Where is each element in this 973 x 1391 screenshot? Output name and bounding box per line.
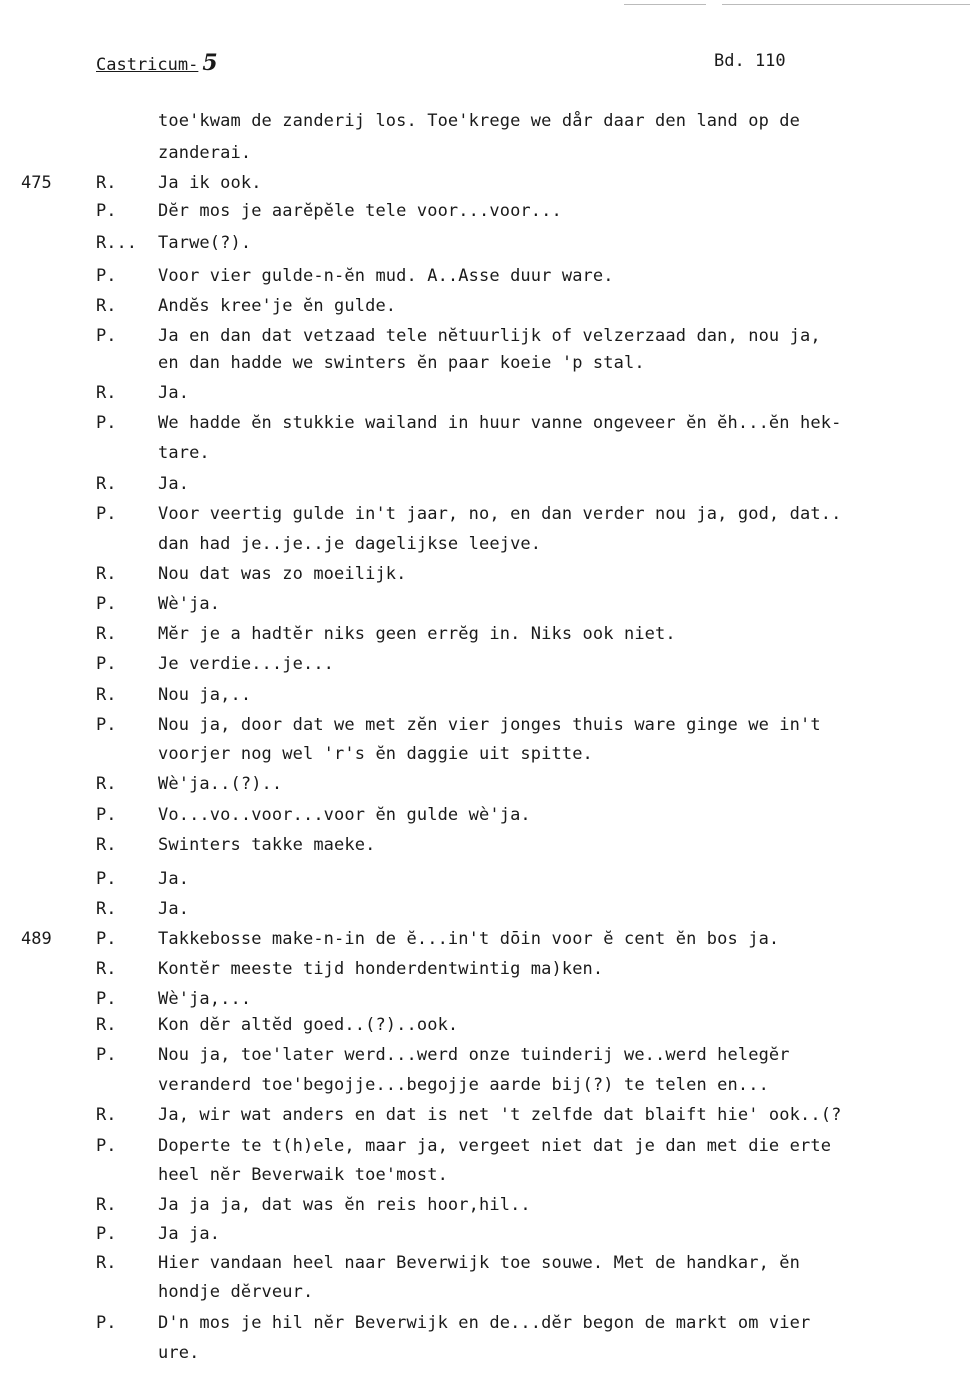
utterance-text: Nou ja, door dat we met zĕn vier jonges thuis ware ginge we in't <box>158 715 821 735</box>
speaker-label: R. <box>96 685 117 705</box>
speaker-label: P. <box>96 805 117 825</box>
transcript-line <box>0 1105 973 1129</box>
page-marker: 5 <box>202 50 218 76</box>
speaker-label: P. <box>96 326 117 346</box>
transcript-line <box>0 326 973 350</box>
utterance-text: Wè'ja..(?).. <box>158 774 283 794</box>
speaker-label: P. <box>96 594 117 614</box>
transcript-line <box>0 1045 973 1069</box>
transcript-line <box>0 594 973 618</box>
volume-label: Bd. 110 <box>714 51 786 71</box>
utterance-text: Ja ja ja, dat was ĕn reis hoor,hil.. <box>158 1195 531 1215</box>
utterance-text: We hadde ĕn stukkie wailand in huur vanne ongeveer ĕn ĕh...ĕn hek- <box>158 413 842 433</box>
transcript-line <box>0 989 973 1013</box>
transcript-line <box>0 685 973 709</box>
transcript-line <box>0 173 973 197</box>
transcript-line <box>0 504 973 528</box>
transcript-line <box>0 654 973 678</box>
speaker-label: R. <box>96 624 117 644</box>
utterance-text: Dĕr mos je aarĕpĕle tele voor...voor... <box>158 201 562 221</box>
transcript-line <box>0 869 973 893</box>
transcript-line <box>0 413 973 437</box>
transcript-line <box>0 296 973 320</box>
utterance-text: tare. <box>158 443 210 463</box>
transcript-line <box>0 443 973 467</box>
utterance-text: Hier vandaan heel naar Beverwijk toe souwe. Met de handkar, ĕn <box>158 1253 801 1273</box>
utterance-text: veranderd toe'begojje...begojje aarde bij(?) te telen en... <box>158 1075 769 1095</box>
transcript-line <box>0 564 973 588</box>
utterance-text: Ja. <box>158 899 190 919</box>
speaker-label: P. <box>96 929 117 949</box>
utterance-text: Ja. <box>158 869 190 889</box>
speaker-label: P. <box>96 654 117 674</box>
transcript-line <box>0 929 973 953</box>
speaker-label: R. <box>96 173 117 193</box>
speaker-label: P. <box>96 715 117 735</box>
transcript-line <box>0 233 973 257</box>
speaker-label: P. <box>96 504 117 524</box>
transcript-line <box>0 383 973 407</box>
utterance-text: Wè'ja,... <box>158 989 252 1009</box>
top-rule-short <box>624 4 706 5</box>
speaker-label: P. <box>96 266 117 286</box>
transcript-line <box>0 1136 973 1160</box>
utterance-text: Nou ja, toe'later werd...werd onze tuinderij we..werd helegĕr <box>158 1045 790 1065</box>
transcript-line <box>0 1015 973 1039</box>
utterance-text: Kontĕr meeste tijd honderdentwintig ma)ken. <box>158 959 604 979</box>
line-number: 489 <box>21 929 52 949</box>
speaker-label: R. <box>96 383 117 403</box>
speaker-label: R. <box>96 774 117 794</box>
speaker-label: R. <box>96 474 117 494</box>
transcript-line <box>0 1253 973 1277</box>
transcript-line <box>0 353 973 377</box>
utterance-text: Nou ja,.. <box>158 685 252 705</box>
transcript-line <box>0 1282 973 1306</box>
utterance-text: Swinters takke maeke. <box>158 835 376 855</box>
utterance-text: Takkebosse make-n-in de ĕ...in't dōin voor ĕ cent ĕn bos ja. <box>158 929 780 949</box>
speaker-label: R. <box>96 959 117 979</box>
transcript-line <box>0 201 973 225</box>
speaker-label: P. <box>96 413 117 433</box>
transcript-line <box>0 624 973 648</box>
utterance-text: Tarwe(?). <box>158 233 252 253</box>
utterance-text: Je verdie...je... <box>158 654 335 674</box>
top-rule-long <box>722 4 970 5</box>
speaker-label: R. <box>96 564 117 584</box>
speaker-label: P. <box>96 869 117 889</box>
utterance-text: ure. <box>158 1343 200 1363</box>
utterance-text: Vo...vo..voor...voor ĕn gulde wè'ja. <box>158 805 531 825</box>
utterance-text: D'n mos je hil nĕr Beverwijk en de...dĕr begon de markt om vier <box>158 1313 811 1333</box>
utterance-text: hondje dĕrveur. <box>158 1282 314 1302</box>
speaker-label: R. <box>96 1105 117 1125</box>
utterance-text: Ja en dan dat vetzaad tele nĕtuurlijk of velzerzaad dan, nou ja, <box>158 326 821 346</box>
transcript-line <box>0 1165 973 1189</box>
location-label: Castricum- <box>96 55 199 75</box>
transcript-line <box>0 805 973 829</box>
utterance-text: Ja. <box>158 383 190 403</box>
transcript-line <box>0 266 973 290</box>
transcript-line <box>0 534 973 558</box>
transcript-line <box>0 474 973 498</box>
speaker-label: P. <box>96 1045 117 1065</box>
speaker-label: P. <box>96 989 117 1009</box>
utterance-text: zanderai. <box>158 143 252 163</box>
transcript-line <box>0 1224 973 1248</box>
utterance-text: Voor vier gulde-n-ĕn mud. A..Asse duur ware. <box>158 266 614 286</box>
speaker-label: P. <box>96 201 117 221</box>
speaker-label: R. <box>96 1253 117 1273</box>
page-header-location <box>96 50 218 76</box>
transcript-line <box>0 1343 973 1367</box>
speaker-label: R. <box>96 296 117 316</box>
utterance-text: Wè'ja. <box>158 594 221 614</box>
utterance-text: Mĕr je a hadtĕr niks geen errĕg in. Niks ook niet. <box>158 624 676 644</box>
utterance-text: Doperte te t(h)ele, maar ja, vergeet niet dat je dan met die erte <box>158 1136 832 1156</box>
utterance-text: Ja ik ook. <box>158 173 262 193</box>
utterance-text: Voor veertig gulde in't jaar, no, en dan verder nou ja, god, dat.. <box>158 504 842 524</box>
utterance-text: toe'kwam de zanderij los. Toe'krege we dår daar den land op de <box>158 111 801 131</box>
speaker-label: R. <box>96 1015 117 1035</box>
utterance-text: Andĕs kree'je ĕn gulde. <box>158 296 397 316</box>
speaker-label: P. <box>96 1313 117 1333</box>
utterance-text: Ja ja. <box>158 1224 221 1244</box>
transcript-line <box>0 899 973 923</box>
speaker-label: R... <box>96 233 137 253</box>
utterance-text: dan had je..je..je dagelijkse leejve. <box>158 534 542 554</box>
transcript-line <box>0 744 973 768</box>
transcript-line <box>0 143 973 167</box>
utterance-text: voorjer nog wel 'r's ĕn daggie uit spitte. <box>158 744 593 764</box>
speaker-label: R. <box>96 899 117 919</box>
speaker-label: R. <box>96 1195 117 1215</box>
speaker-label: P. <box>96 1224 117 1244</box>
speaker-label: P. <box>96 1136 117 1156</box>
utterance-text: Nou dat was zo moeilijk. <box>158 564 407 584</box>
utterance-text: heel nĕr Beverwaik toe'most. <box>158 1165 448 1185</box>
utterance-text: en dan hadde we swinters ĕn paar koeie 'p stal. <box>158 353 645 373</box>
transcript-line <box>0 1075 973 1099</box>
speaker-label: R. <box>96 835 117 855</box>
transcript-line <box>0 774 973 798</box>
transcript-line <box>0 111 973 135</box>
transcript-line <box>0 835 973 859</box>
line-number: 475 <box>21 173 52 193</box>
transcript-line <box>0 715 973 739</box>
utterance-text: Kon dĕr altĕd goed..(?)..ook. <box>158 1015 459 1035</box>
transcript-line <box>0 1195 973 1219</box>
transcript-line <box>0 959 973 983</box>
transcript-line <box>0 1313 973 1337</box>
utterance-text: Ja, wir wat anders en dat is net 't zelfde dat blaift hie' ook..(? <box>158 1105 842 1125</box>
utterance-text: Ja. <box>158 474 190 494</box>
